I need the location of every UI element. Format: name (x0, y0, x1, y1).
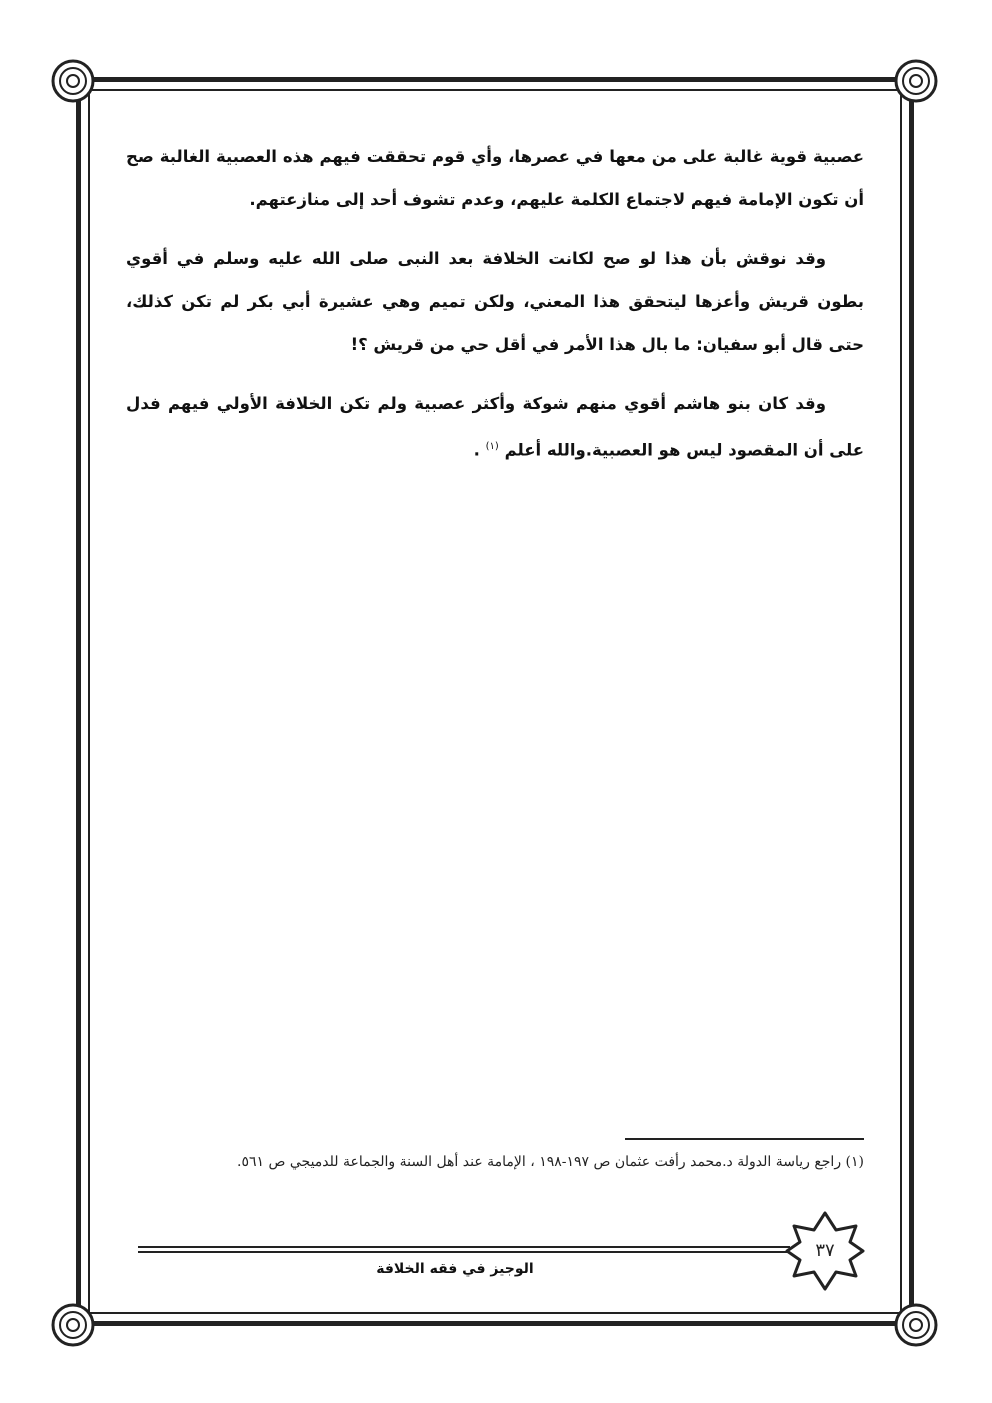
corner-ornament-top-right (893, 58, 939, 104)
paragraph-1: عصبية قوية غالبة على من معها في عصرها، وأي قوم تحققت فيهم هذه العصبية الغالبة صح أن تكون الإمامة فيهم لاجتماع الكلمة عليهم، وعدم تشوف أحد إلى منازعتهم. (126, 147, 864, 209)
paragraph-2: وقد نوقش بأن هذا لو صح لكانت الخلافة بعد النبى صلى الله عليه وسلم في أقوي بطون قريش وأعزها ليتحقق هذا المعني، ولكن تميم وهي عشيرة أبي بكر لم تكن كذلك، حتى قال أبو سفيان: ما بال هذا الأمر في أقل حي من قريش ؟! (126, 249, 864, 354)
corner-ornament-bottom-right (893, 1302, 939, 1348)
page-number: ٣٧ (815, 1240, 835, 1261)
footnote-text: (١) راجع رياسة الدولة د.محمد رأفت عثمان ص ١٩٧-١٩٨ ، الإمامة عند أهل السنة والجماعة للدميجي ص ٥٦١. (237, 1154, 864, 1170)
main-text (126, 135, 864, 488)
paragraph-3-text: وقد كان بنو هاشم أقوي منهم شوكة وأكثر عصبية ولم تكن الخلافة الأولي فيهم فدل على أن المقصود ليس هو العصبية.والله أعلم (126, 394, 864, 460)
corner-ornament-bottom-left (50, 1302, 96, 1348)
footnote-separator (625, 1138, 864, 1140)
paragraph-3-tail: . (473, 440, 486, 460)
footer-rule-top (138, 1246, 790, 1248)
page-number-badge (783, 1209, 867, 1293)
footer-rule-bottom (138, 1251, 790, 1253)
paragraph-3 (126, 382, 864, 472)
book-title: الوجيز في فقه الخلافة (376, 1261, 534, 1277)
corner-ornament-top-left (50, 58, 96, 104)
footnote-reference[interactable]: (١) (485, 441, 499, 452)
